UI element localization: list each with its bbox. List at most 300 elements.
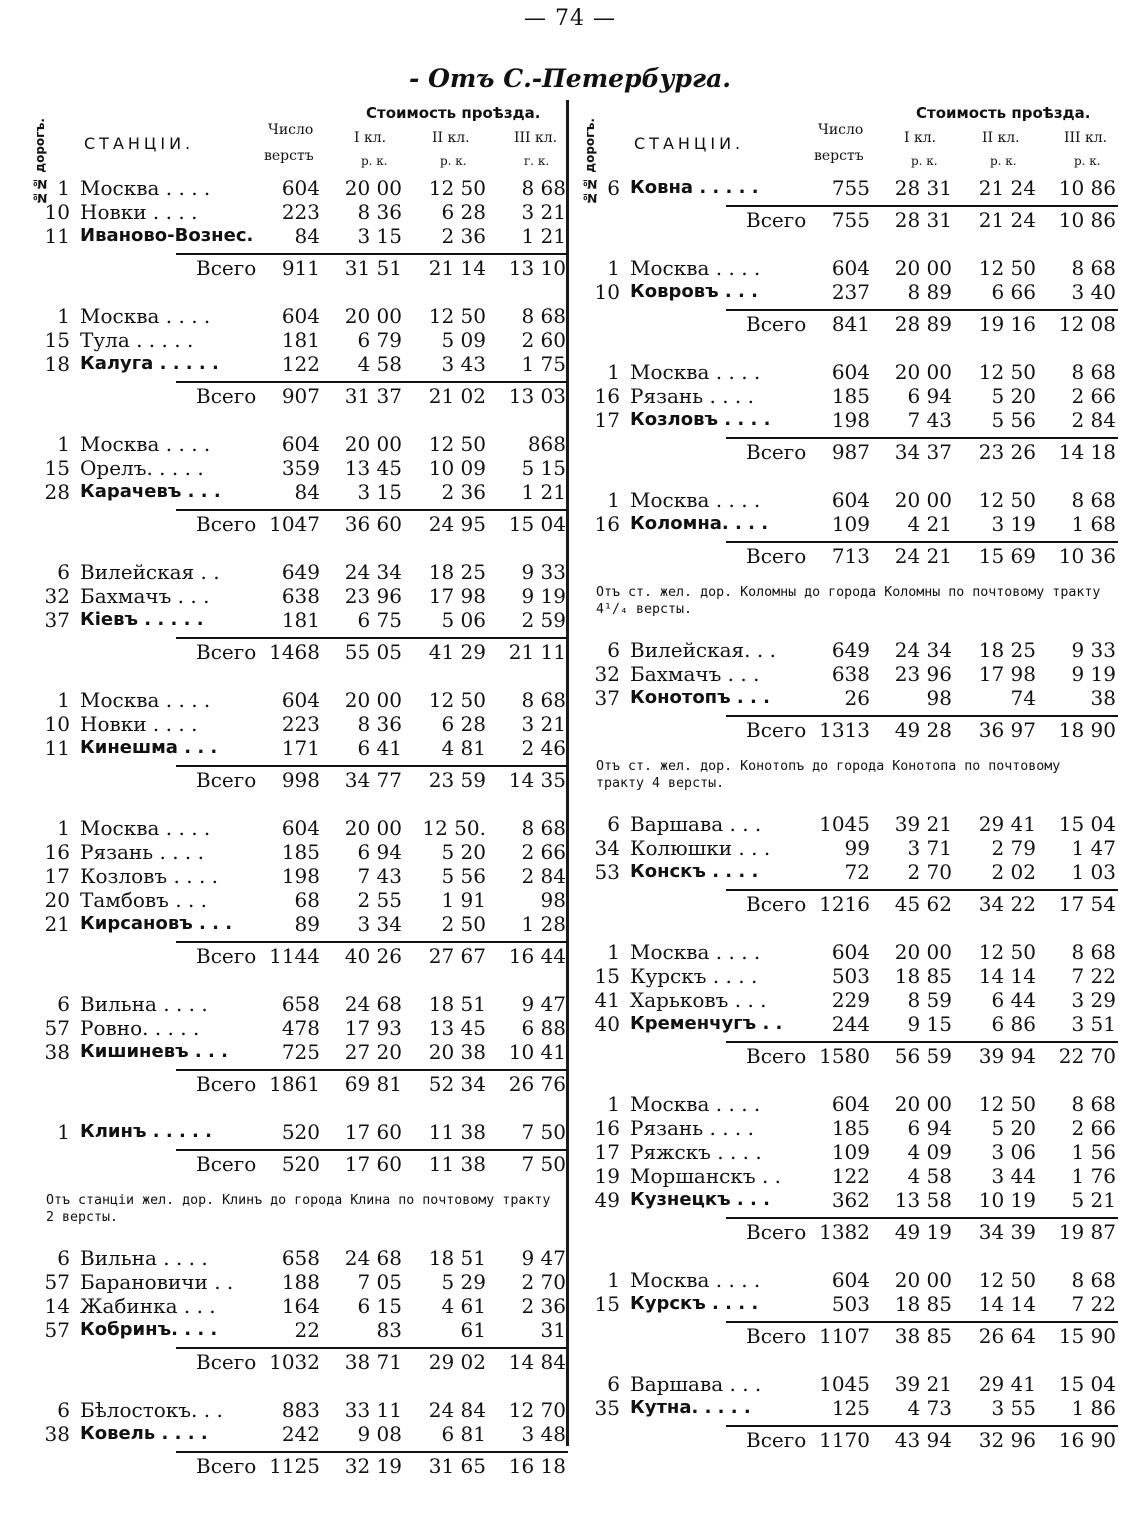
fare-class-1: 17 93 [344, 1016, 402, 1040]
total-versts: 1580 [819, 1044, 870, 1068]
table-row [36, 304, 568, 328]
fare-class-3: 9 19 [521, 584, 566, 608]
fare-class-1: 3 34 [357, 912, 402, 936]
total-class-3: 14 84 [508, 1350, 566, 1374]
station-name: Коломна. . . . [630, 513, 769, 534]
fare-class-2: 13 45 [428, 1016, 486, 1040]
total-row [726, 889, 1118, 918]
fare-class-3: 1 21 [521, 224, 566, 248]
fare-class-3: 1 56 [1071, 1140, 1116, 1164]
fare-class-2: 12 50 [978, 1268, 1036, 1292]
fare-class-1: 20 00 [344, 688, 402, 712]
total-label: Всего [196, 256, 257, 280]
fare-class-2: 18 25 [428, 560, 486, 584]
table-row [36, 456, 568, 480]
fare-class-3: 8 68 [1071, 940, 1116, 964]
road-number: 1 [57, 688, 70, 712]
table-row [36, 560, 568, 584]
road-number: 6 [57, 1246, 70, 1270]
fare-class-3: 7 50 [521, 1120, 566, 1144]
station-name: Ковровъ . . . [630, 281, 758, 302]
road-number: 6 [607, 638, 620, 662]
fare-class-3: 2 46 [521, 736, 566, 760]
fare-class-3: 9 33 [1071, 638, 1116, 662]
fare-class-3: 9 19 [1071, 662, 1116, 686]
total-versts: 911 [281, 256, 320, 280]
total-label: Всего [196, 944, 257, 968]
versts: 122 [831, 1164, 870, 1188]
versts: 638 [831, 662, 870, 686]
versts: 109 [831, 1140, 870, 1164]
total-class-1: 24 21 [894, 544, 952, 568]
versts: 89 [294, 912, 320, 936]
fare-class-3: 3 48 [521, 1422, 566, 1446]
fare-class-2: 12 50 [428, 688, 486, 712]
table-row [586, 1268, 1118, 1292]
total-row [726, 205, 1118, 234]
fare-class-3: 8 68 [1071, 488, 1116, 512]
total-class-2: 21 24 [978, 208, 1036, 232]
versts: 223 [281, 712, 320, 736]
table-row [36, 1120, 568, 1144]
fare-class-2: 29 41 [978, 1372, 1036, 1396]
station-name: Ровно. . . . . [80, 1016, 200, 1040]
fare-class-2: 2 79 [991, 836, 1036, 860]
station-name: Моршанскъ . . [630, 1164, 782, 1188]
fare-class-2: 14 14 [978, 1292, 1036, 1316]
station-name: Орелъ. . . . . [80, 456, 204, 480]
fare-class-3: 8 68 [521, 304, 566, 328]
header-versts-line2: верстъ [264, 148, 314, 164]
header-unit-1: р. к. [911, 154, 938, 168]
fare-class-2: 5 20 [991, 1116, 1036, 1140]
fare-class-3: 7 22 [1071, 1292, 1116, 1316]
fare-class-1: 4 09 [907, 1140, 952, 1164]
table-row [586, 988, 1118, 1012]
fare-class-1: 20 00 [894, 360, 952, 384]
fare-class-3: 9 47 [521, 1246, 566, 1270]
route-group [586, 1268, 1118, 1350]
header-versts-line2: верстъ [814, 148, 864, 164]
station-name: Бахмачъ . . . [630, 662, 760, 686]
total-row [176, 637, 568, 666]
total-label: Всего [196, 1350, 257, 1374]
total-class-2: 32 96 [978, 1428, 1036, 1452]
table-row [36, 432, 568, 456]
fare-class-1: 6 94 [907, 1116, 952, 1140]
total-class-1: 49 19 [894, 1220, 952, 1244]
header-stations: СТАНЦІИ. [634, 134, 745, 153]
total-label: Всего [196, 1454, 257, 1478]
versts: 72 [844, 860, 870, 884]
total-label: Всего [196, 1152, 257, 1176]
fare-class-2: 5 20 [441, 840, 486, 864]
total-class-1: 17 60 [344, 1152, 402, 1176]
table-row [586, 836, 1118, 860]
fare-class-3: 8 68 [1071, 360, 1116, 384]
versts: 604 [281, 432, 320, 456]
fare-class-2: 5 56 [441, 864, 486, 888]
road-number: 16 [594, 512, 620, 536]
table-row [586, 860, 1118, 884]
header-unit-2: р. к. [990, 154, 1017, 168]
total-label: Всего [746, 208, 807, 232]
road-number: 6 [607, 176, 620, 200]
header-class-1: I кл. [354, 130, 387, 146]
fare-class-1: 13 58 [894, 1188, 952, 1212]
total-class-2: 15 69 [978, 544, 1036, 568]
fare-class-3: 5 15 [521, 456, 566, 480]
road-number: 1 [57, 816, 70, 840]
station-name: Кременчугъ . . [630, 1013, 783, 1034]
versts: 604 [831, 360, 870, 384]
total-class-3: 16 18 [508, 1454, 566, 1478]
versts: 604 [831, 256, 870, 280]
total-versts: 1170 [819, 1428, 870, 1452]
fare-class-3: 3 40 [1071, 280, 1116, 304]
fare-class-3: 1 47 [1071, 836, 1116, 860]
header-road-number: №№ дорогъ. [583, 118, 597, 205]
total-class-2: 34 22 [978, 892, 1036, 916]
fare-class-1: 8 36 [357, 712, 402, 736]
fare-class-2: 18 25 [978, 638, 1036, 662]
total-class-1: 31 51 [344, 256, 402, 280]
route-note: Отъ станціи жел. дор. Клинъ до города Клина по почтовому тракту 2 версты. [46, 1193, 551, 1225]
total-class-2: 23 26 [978, 440, 1036, 464]
versts: 181 [281, 328, 320, 352]
table-row [36, 328, 568, 352]
total-class-1: 45 62 [894, 892, 952, 916]
fare-class-3: 1 28 [521, 912, 566, 936]
total-class-1: 55 05 [344, 640, 402, 664]
road-number: 15 [44, 456, 70, 480]
fare-class-3: 3 51 [1071, 1012, 1116, 1036]
fare-class-1: 6 41 [357, 736, 402, 760]
route-note: Отъ ст. жел. дор. Коломны до города Коломны по почтовому тракту 4¹/₄ версты. [596, 585, 1101, 617]
header-stations: СТАНЦІИ. [84, 134, 195, 153]
fare-class-2: 5 20 [991, 384, 1036, 408]
station-name: Ковель . . . . [80, 1423, 208, 1444]
left-column [33, 104, 568, 1502]
versts: 503 [831, 964, 870, 988]
fare-class-2: 6 66 [991, 280, 1036, 304]
route-groups [586, 176, 1118, 1454]
fare-class-2: 3 06 [991, 1140, 1036, 1164]
station-name: Курскъ . . . . [630, 964, 758, 988]
header-class-2: II кл. [432, 130, 470, 146]
fare-class-1: 6 94 [357, 840, 402, 864]
total-class-1: 36 60 [344, 512, 402, 536]
station-name: Барановичи . . [80, 1270, 234, 1294]
fare-class-3: 2 66 [1071, 1116, 1116, 1140]
route-group [586, 940, 1118, 1070]
fare-class-1: 24 68 [344, 992, 402, 1016]
station-name: Ковна . . . . . [630, 177, 759, 198]
versts: 26 [844, 686, 870, 710]
road-number: 57 [44, 1318, 70, 1342]
fare-class-1: 6 75 [357, 608, 402, 632]
total-label: Всего [746, 1044, 807, 1068]
fare-class-3: 1 68 [1071, 512, 1116, 536]
fare-class-2: 12 50 [428, 176, 486, 200]
total-class-2: 36 97 [978, 718, 1036, 742]
total-class-1: 28 89 [894, 312, 952, 336]
station-name: Рязань . . . . [630, 1116, 754, 1140]
header-class-3: III кл. [514, 130, 558, 146]
station-name: Конскъ . . . . [630, 861, 759, 882]
versts: 604 [281, 304, 320, 328]
station-name: Кирсановъ . . . [80, 913, 233, 934]
table-row [36, 1016, 568, 1040]
road-number: 17 [594, 408, 620, 432]
road-number: 32 [44, 584, 70, 608]
versts: 122 [281, 352, 320, 376]
total-class-1: 49 28 [894, 718, 952, 742]
versts: 604 [831, 940, 870, 964]
versts: 1045 [819, 1372, 870, 1396]
fare-class-2: 12 50 [978, 256, 1036, 280]
fare-class-1: 7 43 [357, 864, 402, 888]
fare-class-1: 20 00 [894, 940, 952, 964]
total-row [726, 541, 1118, 570]
fare-class-1: 9 15 [907, 1012, 952, 1036]
total-label: Всего [746, 718, 807, 742]
road-number: 1 [57, 1120, 70, 1144]
table-row [36, 864, 568, 888]
road-number: 53 [594, 860, 620, 884]
fare-class-1: 2 70 [907, 860, 952, 884]
fare-class-1: 4 73 [907, 1396, 952, 1420]
road-number: 1 [607, 1092, 620, 1116]
station-name: Курскъ . . . . [630, 1293, 759, 1314]
table-row [36, 176, 568, 200]
table-row [36, 584, 568, 608]
fare-class-3: 2 70 [521, 1270, 566, 1294]
versts: 181 [281, 608, 320, 632]
fare-class-3: 5 21 [1071, 1188, 1116, 1212]
station-name: Варшава . . . [630, 812, 762, 836]
fare-class-3: 2 36 [521, 1294, 566, 1318]
fare-class-2: 12 50 [428, 304, 486, 328]
fare-class-3: 8 68 [1071, 1268, 1116, 1292]
fare-class-1: 3 71 [907, 836, 952, 860]
table-row [36, 224, 568, 248]
header-unit-1: р. к. [361, 154, 388, 168]
versts: 185 [831, 384, 870, 408]
fare-class-2: 21 24 [978, 176, 1036, 200]
fare-class-2: 5 56 [991, 408, 1036, 432]
fare-class-1: 24 34 [344, 560, 402, 584]
table-row [36, 736, 568, 760]
road-number: 16 [594, 384, 620, 408]
route-groups [36, 176, 568, 1480]
station-name: Кіевъ . . . . . [80, 609, 204, 630]
road-number: 11 [44, 224, 70, 248]
road-number: 1 [607, 360, 620, 384]
route-group [36, 304, 568, 410]
versts: 604 [281, 688, 320, 712]
table-row [36, 712, 568, 736]
road-number: 20 [44, 888, 70, 912]
fare-class-3: 8 68 [1071, 256, 1116, 280]
total-versts: 1125 [269, 1454, 320, 1478]
total-class-2: 24 95 [428, 512, 486, 536]
table-row [36, 888, 568, 912]
total-class-2: 39 94 [978, 1044, 1036, 1068]
total-versts: 520 [281, 1152, 320, 1176]
table-row [586, 812, 1118, 836]
fare-class-1: 20 00 [344, 176, 402, 200]
fare-class-1: 6 79 [357, 328, 402, 352]
fare-class-3: 38 [1090, 686, 1116, 710]
total-row [726, 309, 1118, 338]
station-name: Москва . . . . [630, 940, 761, 964]
road-number: 1 [607, 1268, 620, 1292]
total-row [176, 1149, 568, 1178]
table-row [586, 1092, 1118, 1116]
header-class-2: II кл. [982, 130, 1020, 146]
road-number: 1 [607, 488, 620, 512]
table-row [36, 1318, 568, 1342]
station-name: Москва . . . . [630, 1092, 761, 1116]
total-label: Всего [196, 640, 257, 664]
fare-class-3: 1 86 [1071, 1396, 1116, 1420]
total-versts: 1313 [819, 718, 870, 742]
road-number: 6 [57, 992, 70, 1016]
fare-class-2: 11 38 [428, 1120, 486, 1144]
total-label: Всего [196, 768, 257, 792]
fare-class-3: 10 41 [508, 1040, 566, 1064]
total-row [726, 1425, 1118, 1454]
total-class-1: 43 94 [894, 1428, 952, 1452]
versts: 229 [831, 988, 870, 1012]
fare-class-2: 6 44 [991, 988, 1036, 1012]
road-number: 6 [607, 1372, 620, 1396]
road-number: 49 [594, 1188, 620, 1212]
total-class-2: 27 67 [428, 944, 486, 968]
total-class-3: 17 54 [1058, 892, 1116, 916]
right-column [583, 104, 1118, 1476]
road-number: 15 [594, 1292, 620, 1316]
table-row [586, 1116, 1118, 1140]
total-class-1: 34 77 [344, 768, 402, 792]
station-name: Бѣлостокъ. . . [80, 1398, 223, 1422]
total-class-3: 14 35 [508, 768, 566, 792]
station-name: Москва . . . . [80, 432, 211, 456]
station-name: Москва . . . . [80, 816, 211, 840]
fare-class-3: 3 21 [521, 712, 566, 736]
fare-class-2: 6 28 [441, 200, 486, 224]
road-number: 1 [607, 256, 620, 280]
fare-class-1: 6 15 [357, 1294, 402, 1318]
fare-class-2: 6 28 [441, 712, 486, 736]
total-row [176, 1451, 568, 1480]
fare-class-1: 24 34 [894, 638, 952, 662]
total-class-3: 13 10 [508, 256, 566, 280]
fare-class-2: 6 86 [991, 1012, 1036, 1036]
road-number: 15 [44, 328, 70, 352]
fare-class-2: 12 50 [978, 940, 1036, 964]
station-name: Кузнецкъ . . . [630, 1189, 770, 1210]
road-number: 16 [594, 1116, 620, 1140]
route-note: Отъ ст. жел. дор. Конотопъ до города Конотопа по почтовому тракту 4 версты. [596, 759, 1061, 791]
fare-class-3: 9 47 [521, 992, 566, 1016]
versts: 68 [294, 888, 320, 912]
station-name: Тамбовъ . . . [80, 888, 208, 912]
header-cost: Стоимость проѣзда. [366, 104, 541, 122]
table-row [36, 1398, 568, 1422]
total-label: Всего [746, 892, 807, 916]
station-name: Кишиневъ . . . [80, 1041, 228, 1062]
fare-class-2: 14 14 [978, 964, 1036, 988]
table-row [586, 638, 1118, 662]
versts: 638 [281, 584, 320, 608]
versts: 164 [281, 1294, 320, 1318]
fare-class-2: 12 50 [428, 432, 486, 456]
total-row [176, 381, 568, 410]
station-name: Жабинка . . . [80, 1294, 216, 1318]
total-label: Всего [196, 512, 257, 536]
fare-class-2: 74 [1010, 686, 1036, 710]
total-row [726, 715, 1118, 744]
total-label: Всего [746, 1324, 807, 1348]
fare-class-1: 20 00 [344, 432, 402, 456]
fare-class-2: 12 50 [978, 360, 1036, 384]
total-class-3: 13 03 [508, 384, 566, 408]
total-class-3: 15 90 [1058, 1324, 1116, 1348]
fare-class-3: 2 84 [1071, 408, 1116, 432]
station-name: Конотопъ . . . [630, 687, 770, 708]
versts: 478 [281, 1016, 320, 1040]
versts: 755 [831, 176, 870, 200]
total-versts: 1107 [819, 1324, 870, 1348]
fare-class-3: 1 76 [1071, 1164, 1116, 1188]
station-name: Москва . . . . [630, 256, 761, 280]
road-number: 21 [44, 912, 70, 936]
road-number: 17 [594, 1140, 620, 1164]
station-name: Кинешма . . . [80, 737, 218, 758]
total-row [726, 1321, 1118, 1350]
road-number: 28 [44, 480, 70, 504]
versts: 22 [294, 1318, 320, 1342]
station-name: Варшава . . . [630, 1372, 762, 1396]
road-number: 38 [44, 1040, 70, 1064]
table-row [586, 1164, 1118, 1188]
versts: 658 [281, 992, 320, 1016]
road-number: 1 [57, 304, 70, 328]
fare-class-2: 29 41 [978, 812, 1036, 836]
table-row [36, 1040, 568, 1064]
versts: 604 [831, 488, 870, 512]
road-number: 37 [44, 608, 70, 632]
header-road-number: №№ дорогъ. [33, 118, 47, 205]
road-number: 6 [57, 1398, 70, 1422]
road-number: 34 [594, 836, 620, 860]
total-class-2: 41 29 [428, 640, 486, 664]
fare-class-3: 8 68 [521, 816, 566, 840]
total-class-1: 38 85 [894, 1324, 952, 1348]
route-group [586, 488, 1118, 570]
station-name: Вилейская . . [80, 560, 220, 584]
fare-class-2: 2 50 [441, 912, 486, 936]
route-group [586, 176, 1118, 234]
route-group [36, 176, 568, 282]
fare-class-1: 24 68 [344, 1246, 402, 1270]
versts: 359 [281, 456, 320, 480]
station-name: Москва . . . . [630, 1268, 761, 1292]
header-versts-line1: Число [268, 122, 314, 138]
fare-class-2: 5 29 [441, 1270, 486, 1294]
